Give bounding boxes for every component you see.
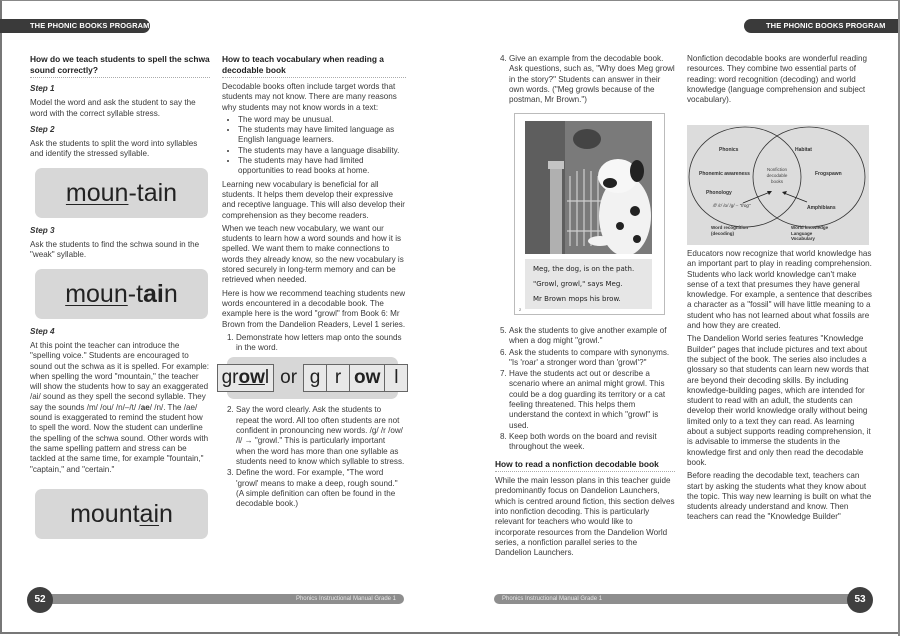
list-item: • The students may have limited language as English language learners. <box>238 125 406 146</box>
book-text-panel <box>525 259 652 309</box>
step-4-text-b: / /n/. The /ae/ sound is exaggerated to remind the student how to spell the word. Now the student can underline the spelling of the schwa sound. Other words with the same spelling pattern and stress can be tackled at the same time, for example "fountain," "captain," and "certain." <box>30 402 209 474</box>
nonfiction-intro: Nonfiction decodable books are wonderful reading resources. They combine two essential parts of reading: word recognition (decoding) and world knowledge (language comprehension and subject vocabulary). <box>687 54 867 105</box>
schwa-heading: How do we teach students to spell the schwa sound correctly? <box>30 54 210 78</box>
tile-r: r <box>327 364 350 392</box>
venn-frog-sounds: /f/ /r/ /o/ /g/ – "frog" <box>713 203 751 208</box>
before-reading-para: Before reading the decodable text, teachers can start by asking the students what they know about the topic. This way new learning is built on what the students already understand and know. Then teachers can read the "Knowledge Builder" <box>687 471 872 522</box>
vocabulary-para-1: Learning new vocabulary is beneficial for all students. It helps them develop their expressive and receptive language. This will also develop their comprehension as they become readers. <box>222 179 405 220</box>
schwa-spelling: ai <box>139 499 160 528</box>
vocabulary-intro: Decodable books often include target words that students may not know. There are many reasons why students may not know words in a text: <box>222 82 397 112</box>
schwa-letters: ai <box>143 279 164 308</box>
syllable-weak: tain <box>136 178 178 207</box>
tile-ow: ow <box>350 364 385 392</box>
syllable-dash: - <box>127 279 137 308</box>
growl-letter-tiles <box>221 357 399 399</box>
venn-phonology: Phonology <box>706 190 732 196</box>
list-item: 8. Keep both words on the board and revisit throughout the week. <box>509 432 675 453</box>
list-item: 2. Say the word clearly. Ask the students to repeat the word. All too often students are not confident in pronouncing new words. /g/ /r /ow/ /l/ → "growl." This is particularly important when the word has more than one syllable as students need to know which syllable to stress. <box>236 405 406 467</box>
tile-growl-whole <box>217 364 275 392</box>
vocabulary-steps-list-right-2 <box>495 326 675 453</box>
tile-text: l <box>264 367 270 389</box>
syllable-stressed: moun <box>65 279 128 308</box>
left-footer-bar: Phonics Instructional Manual Grade 1 <box>40 594 404 604</box>
word-end: n <box>159 499 173 528</box>
venn-left-caption: Word recognition (decoding) <box>711 225 749 236</box>
list-item: 5. Ask the students to give another example of when a dog might "growl." <box>509 326 675 347</box>
step-1-label: Step 1 <box>30 84 55 93</box>
tile-group-split <box>303 364 408 392</box>
page-number-right: 53 <box>847 587 873 613</box>
left-header-banner: THE PHONIC BOOKS PROGRAM <box>0 19 150 33</box>
nonfiction-heading: How to read a nonfiction decodable book <box>495 459 675 473</box>
vocabulary-para-2: When we teach new vocabulary, we want our students to learn how a word sounds and how it is spelled. We want them to make connections to words they already know, so the new vocabulary is stored securely in long-term memory and can be retrieved when needed. <box>222 223 404 285</box>
book-line: Meg, the dog, is on the path. <box>533 265 635 273</box>
dog-illustration <box>525 121 652 254</box>
list-item: 4. Give an example from the decodable book. Ask questions, such as, "Why does Meg growl in the story?" Students can answer in their own words. ("Meg growls because of the postman, Mr Brown.") <box>509 54 675 105</box>
vocabulary-steps-list <box>222 333 406 354</box>
word-card-mountain-syllables <box>35 168 208 218</box>
left-page-column-2 <box>222 54 406 510</box>
step-3-label: Step 3 <box>30 225 55 235</box>
letter-n: n <box>163 279 178 308</box>
step-3-text: Ask the students to find the schwa sound in the "weak" syllable. <box>30 240 200 260</box>
venn-phonics: Phonics <box>719 147 739 153</box>
word-card-mountain-schwa <box>35 269 208 319</box>
step-4-bold: ae <box>140 402 150 412</box>
right-page-column-1 <box>495 54 675 106</box>
vocabulary-steps-list-cont <box>222 405 406 509</box>
world-knowledge-para: Educators now recognize that world knowledge has an important part to play in reading comprehension. Students who lack world knowledge can't make sense of a text that presumes they have general knowledge. For example, a sentence that describes a character as a "fossil" will have little meaning to a student who has not learned about what fossils are and how they are created. <box>687 249 872 331</box>
step-2-label: Step 2 <box>30 124 55 134</box>
step-2-text: Ask the students to split the word into syllables and identify the stressed syllable. <box>30 139 198 159</box>
left-page-column-1 <box>30 54 210 547</box>
tile-l: l <box>385 364 408 392</box>
list-item: • The word may be unusual. <box>238 115 406 125</box>
decodable-book-page <box>514 113 665 315</box>
right-page-column-2-lower <box>687 249 873 526</box>
step-4-text-a: At this point the teacher can introduce the "spelling voice." Students are encouraged to sound out the schwa as it is spelled. For example: when spelling the word "mountain," the teacher will show the students how to say an exaggerated /ai/ sound as they spell the second syllable. They say the sounds /m/ /ou/ /n/–/t/ / <box>30 340 210 412</box>
vocabulary-para-3: Here is how we recommend teaching students new words encountered in a decodable book. The example here is the word "growl" from Book 6: Mr Brown from the Dandelion Readers, Level 1 series. <box>222 288 406 329</box>
tile-text-bold: ow <box>238 367 265 389</box>
letter-t: t <box>136 279 144 308</box>
knowledge-builder-para: The Dandelion World series features "Knowledge Builder" pages that include pictures and text about the subject of the book. The series also includes a glossary so that students can learn new words that are beyond their decoding skills. By including knowledge-building pages, which are intended for student to read with an adult, the students can develop their world knowledge orally without being limited only to a text they can read. As learning about a subject supports reading comprehension, it is advisable to immerse the students in the knowledge first and only then read the decodable book. <box>687 334 871 467</box>
venn-right-caption: World knowledge Language Vocabulary <box>791 225 829 241</box>
right-footer-bar: Phonics Instructional Manual Grade 1 <box>494 594 854 604</box>
list-item: 6. Ask the students to compare with synonyms. "Is 'roar' a stronger word than 'growl'?" <box>509 348 675 369</box>
list-item: 3. Define the word. For example, "The word 'growl' means to make a deep, rough sound." (A simple definition can often be found in the decodable book.) <box>236 468 406 509</box>
page-number-left: 52 <box>27 587 53 613</box>
list-item: • The students may have a language disability. <box>238 146 406 156</box>
venn-frogspawn: Frogspawn <box>815 171 842 177</box>
step-4-label: Step 4 <box>30 326 55 336</box>
vocabulary-heading: How to teach vocabulary when reading a decodable book <box>222 54 406 78</box>
step-4-text <box>30 341 210 475</box>
list-item: • The students may have had limited opportunities to read books at home. <box>238 156 406 177</box>
list-item: 7. Have the students act out or describe a scenario where an animal might growl. This could be a dog guarding its territory or a cat feeling threatened. This helps them understand the context in which "growl" is used. <box>509 369 675 431</box>
right-header-banner: THE PHONIC BOOKS PROGRAM <box>744 19 898 33</box>
venn-center-label: Nonfiction decodable books <box>766 167 788 184</box>
venn-habitat: Habitat <box>795 147 812 153</box>
right-page-column-1-lower <box>495 326 675 561</box>
book-line: "Growl, growl," says Meg. <box>533 280 623 288</box>
syllable-dash: - <box>128 178 137 207</box>
list-item: 1. Demonstrate how letters map onto the sounds in the word. <box>236 333 406 354</box>
venn-amphibians: Amphibians <box>807 205 836 211</box>
syllable-stressed: moun <box>65 178 129 207</box>
step-1-text: Model the word and ask the student to say the word with the correct syllable stress. <box>30 98 196 118</box>
book-page-number: 2 <box>519 307 522 312</box>
nonfiction-para: While the main lesson plans in this teacher guide predominantly focus on Dandelion Launchers, which is centred around fiction, this section delves into nonfiction decoding. This is particularly relevant for teachers who would like to incorporate resources from the Dandelion World series, a nonfiction parallel series to the Dandelion Launchers. <box>495 476 675 558</box>
reasons-list <box>222 115 406 177</box>
word-start: mount <box>70 499 140 528</box>
right-page-column-2 <box>687 54 873 108</box>
book-line: Mr Brown mops his brow. <box>533 295 621 303</box>
tile-g: g <box>303 364 327 392</box>
venn-diagram <box>687 125 869 245</box>
vocabulary-steps-list-right <box>495 54 675 105</box>
word-card-mountain-underline <box>35 489 208 539</box>
or-label: or <box>280 367 298 389</box>
dog-at-gate-image <box>525 121 652 254</box>
venn-phonemic-awareness: Phonemic awareness <box>699 171 750 177</box>
tile-text: gr <box>221 367 239 389</box>
